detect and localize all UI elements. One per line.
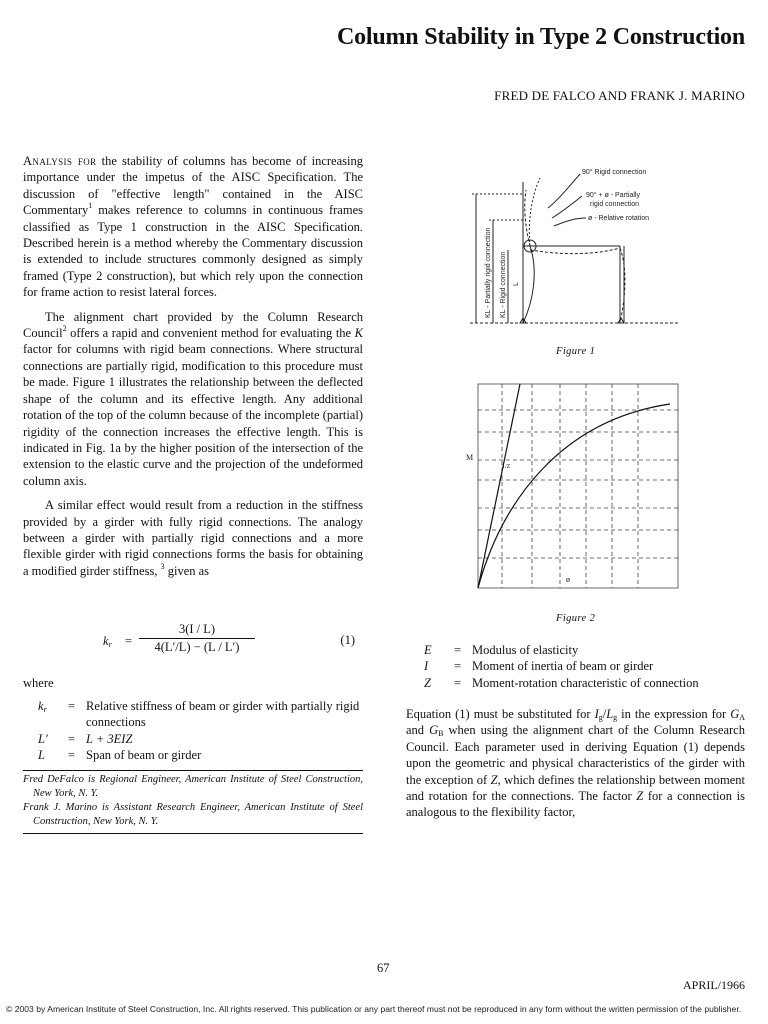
author-footnotes [23,770,363,834]
definition-lprime: L′ = L + 3EIZ [38,731,133,746]
fig2-line-label: 1/Z [502,464,511,470]
equation-number: (1) [340,633,355,647]
figure-1-diagram [468,160,678,328]
figure-2-caption: Figure 2 [556,613,596,624]
paragraph-2 [23,309,363,489]
left-definitions [38,698,363,764]
figure-1-caption: Figure 1 [556,346,596,357]
ref-1: 1 [88,201,93,211]
paragraph-3 [23,497,363,579]
definition-z: Z = Moment-rotation characteristic of connection [424,675,699,690]
issue-date: APRIL/1966 [682,978,745,992]
p2-text-a: The alignment chart provided by the Column Research Council [23,309,363,341]
intro-text: the stability of columns has become of increasing importance under the impetus of the AISC Specification. The discussion of "effective length" contained in the AISC Commentary [23,154,363,218]
equation-lhs: $k_r$ [103,634,112,649]
left-column [23,153,363,587]
fig1-label-l: L [513,282,520,286]
p3-text-b: given as [164,563,210,578]
p2-text-b: offers a rapid and convenient method for evaluating the [66,326,355,341]
right-definitions [424,642,745,691]
where-label: where [23,676,54,690]
equation-equals: = [125,634,133,648]
intro-lead: Analysis for [23,154,97,168]
equation-1 [23,622,363,662]
fig1-label-rigid: 90° Rigid connection [582,169,647,176]
footnote-marino: Frank J. Marino is Assistant Research Engineer, American Institute of Steel Construction, New York, N. Y. [23,802,363,827]
fig2-tangent-line [478,384,520,588]
paper-title: Column Stability in Type 2 Construction [336,24,745,50]
fig1-label-partial-b: rigid connection [590,201,640,208]
fig1-label-kl-partial: KL - Partially rigid connection [485,227,492,318]
ref-2: 2 [62,324,67,334]
figure-2-chart [462,380,684,602]
k-symbol: K [354,326,363,341]
equation-denominator: 4(L′/L) − (L / L′) [154,640,240,654]
fig2-ylabel: M [466,453,474,462]
equation-fraction [139,622,255,655]
p2-text-c: factor for columns with rigid beam connections. Where structural connections are partially rigid, modification to this procedure must be made. Figure 1 illustrates the relationship between the deflected shape of the column and its effective length. Any additional rotation of the top of the column because of the incomplete (partial) rigidity of the connection increases the effective length. This is indicated in Fig. 1a by the higher position of the intersection of the extension to the elastic curve and the projection of the undeformed column axis. [23,342,363,488]
paper-authors: FRED DE FALCO AND FRANK J. MARINO [494,88,745,103]
definition-l: L = Span of beam or girder [38,748,202,763]
fig1-label-rotation: ø - Relative rotation [588,215,650,222]
intro-text-cont: makes reference to columns in continuous frames classified as Type 1 construction in the AISC Specification. Described herein is a method whereby the Commentary discussion is extended to include structures commonly designed as simply framed (Type 2 construction), but which rely upon the connection for frame action to resist lateral forces. [23,203,363,300]
copyright-notice: © 2003 by American Institute of Steel Construction, Inc. All rights reserved. This publication or any part thereof must not be reproduced in any form without the written permission of the publisher. [6,1004,742,1014]
fig2-xlabel: ø [566,575,570,584]
equation-numerator: 3(I / L) [139,622,255,639]
paragraph-4: Equation (1) must be substituted for $I_g/L_g$ in the expression for $G_A$ and $G_B$ when using the alignment chart of the Column Research Council. Each parameter used in deriving Equation (1) depends upon the geometric and physical characteristics of the girder with the exception of Z, which defines the relationship between moment and rotation for the connections. The factor Z for a connection is analogous to the flexibility factor, [406,707,746,820]
footnote-defalco: Fred DeFalco is Regional Engineer, American Institute of Steel Construction, New York, N. Y. [23,774,363,799]
definition-i: I = Moment of inertia of beam or girder [424,659,654,674]
fig1-label-kl-rigid: KL - Rigid connection [500,251,507,318]
ref-3: 3 [160,561,165,571]
definition-kr: $k_r$ = Relative stiffness of beam or girder with partially rigid connections [38,699,360,730]
fig1-label-partial-a: 90° + ø - Partially [586,192,640,199]
page-number: 67 [377,961,390,975]
definition-e: E = Modulus of elasticity [424,643,579,657]
p3-text-a: A similar effect would result from a reduction in the stiffness provided by a girder with fully rigid connections. The analogy between a girder with partially rigid connections and a more flexible girder with rigid connections forms the basis for obtaining a modified girder stiffness, [23,498,363,578]
intro-paragraph [23,153,363,301]
right-column-text [406,706,745,829]
